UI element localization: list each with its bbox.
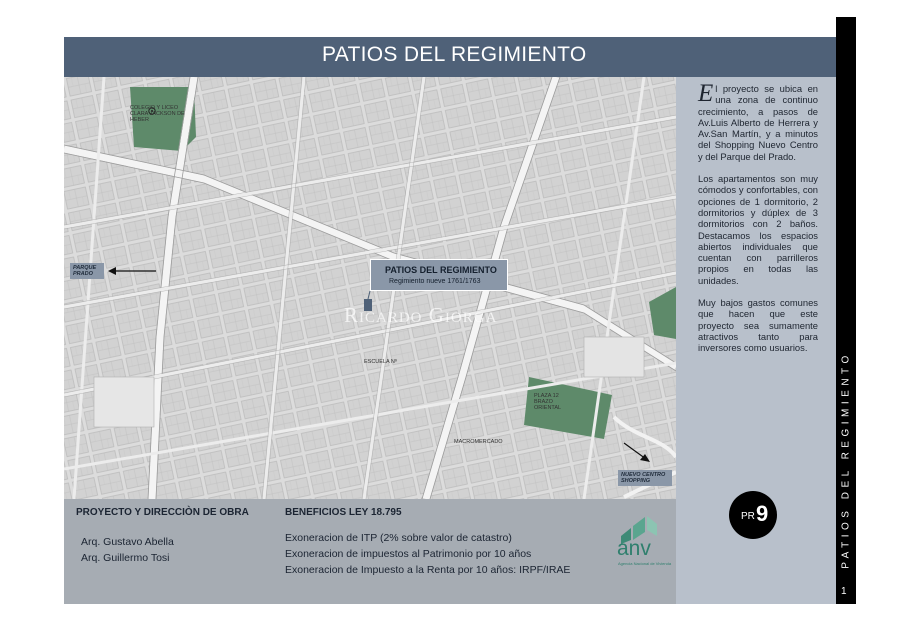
location-map	[64, 77, 676, 499]
page-title: PATIOS DEL REGIMIENTO	[322, 43, 587, 66]
header-bar	[64, 37, 836, 77]
anv-logo-text: anv	[617, 537, 651, 560]
callout-title: PATIOS DEL REGIMIENTO	[385, 265, 497, 275]
benefit-3: Exoneracion de Impuesto a la Renta por 10 años: IRPF/IRAE	[285, 564, 571, 576]
description-text	[698, 80, 818, 365]
architect-2: Arq. Guillermo Tosi	[81, 552, 170, 564]
project-badge	[729, 491, 777, 539]
escuela-label: ESCUELA Nº	[364, 359, 397, 365]
description-paragraph-3: Muy bajos gastos comunes que hacen que este proyecto sea sumamente atractivos tanto para inversores como usuarios.	[698, 297, 818, 354]
benefit-2: Exoneracion de impuestos al Patrimonio por 10 años	[285, 548, 532, 560]
benefits-section-title: BENEFICIOS LEY 18.795	[285, 507, 402, 518]
description-paragraph-2: Los apartamentos son muy cómodos y confortables, con opciones de 1 dormitorio, 2 dormitorios y dúplex de 3 dormitorios con 2 baños. Destacamos los espacios abiertos individuales que cuentan con parrilleros propios en todas las unidades.	[698, 173, 818, 286]
page-number: 1	[841, 586, 847, 597]
info-footer	[64, 499, 676, 604]
watermark: Ricardo Giorga	[344, 303, 498, 327]
callout-address: Regimiento nueve 1761/1763	[389, 278, 481, 285]
park-tag: PARQUE PRADO	[70, 263, 104, 279]
drop-cap: E	[698, 80, 714, 107]
macromercado-label: MACROMERCADO	[454, 439, 503, 445]
project-callout	[370, 259, 508, 291]
badge-prefix: PR	[741, 511, 755, 522]
architect-1: Arq. Gustavo Abella	[81, 536, 174, 548]
description-paragraph-1: El proyecto se ubica en una zona de continuo crecimiento, a pasos de Av.Luis Alberto de Herrera y Av.San Martín, y a minutos del Shopping Nuevo Centro y del Parque del Prado.	[698, 80, 818, 162]
school-label: COLEGIO Y LICEO CLARA JACKSON DE HEBER	[130, 105, 185, 123]
benefit-1: Exoneracion de ITP (2% sobre valor de catastro)	[285, 532, 512, 544]
project-section-title: PROYECTO Y DIRECCIÒN DE OBRA	[76, 507, 249, 518]
strip-title: PATIOS DEL REGIMIENTO	[840, 351, 852, 569]
anv-logo-subtitle: Agencia Nacional de Vivienda	[618, 561, 672, 566]
badge-number: 9	[756, 501, 769, 526]
shopping-tag: NUEVO CENTRO SHOPPING	[618, 470, 672, 486]
plaza-label: PLAZA 12 BRAZO ORIENTAL	[534, 393, 562, 411]
